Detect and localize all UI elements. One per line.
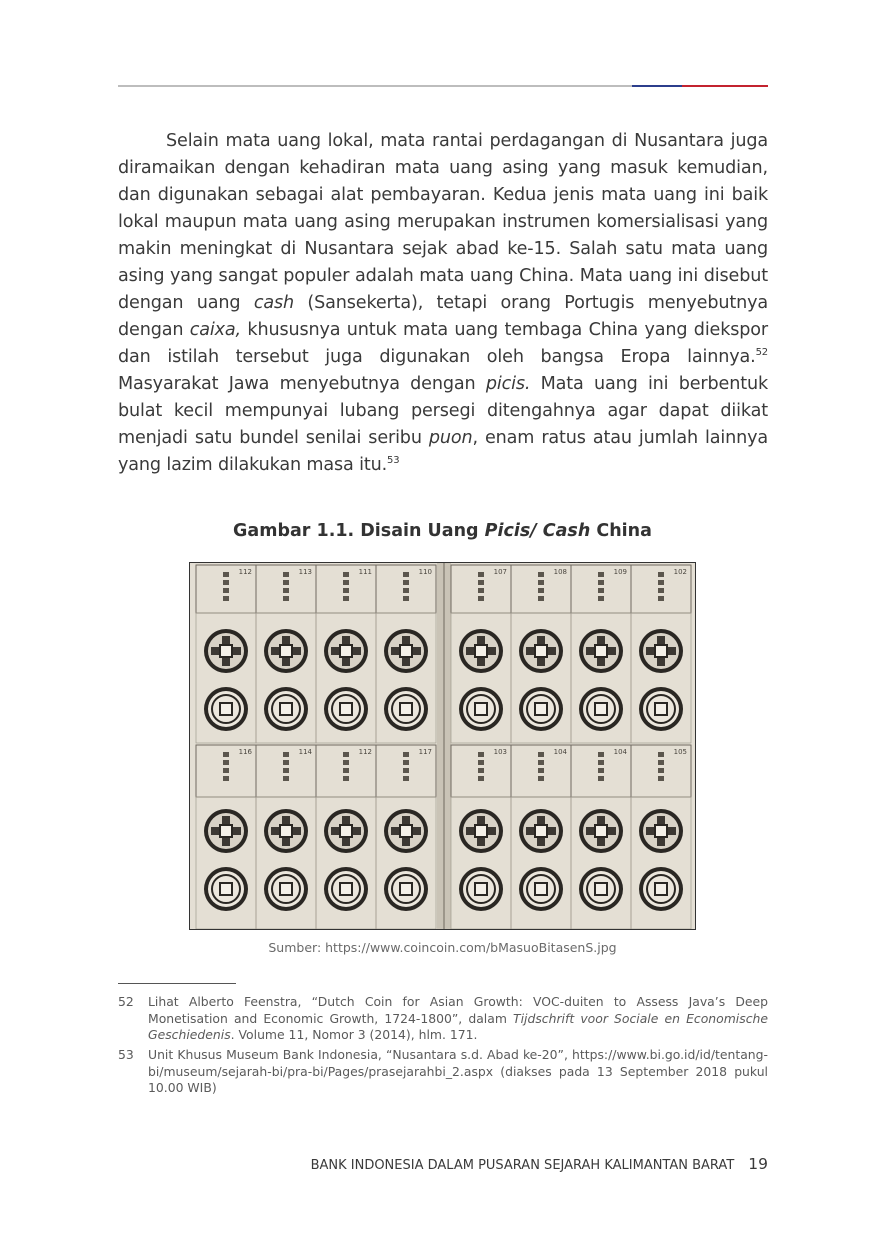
catalog-character-glyph [478, 752, 484, 757]
catalog-character-glyph [658, 768, 664, 773]
coin-square-hole [655, 883, 667, 895]
header-rule [118, 85, 632, 87]
coin-square-hole [475, 825, 487, 837]
catalog-character-glyph [658, 588, 664, 593]
coin-inscription-glyph [402, 816, 410, 824]
coin-inscription-glyph [548, 647, 556, 655]
catalog-character-glyph [658, 760, 664, 765]
catalog-cell-number: 107 [493, 568, 507, 576]
header-rule-blue-accent [632, 85, 682, 87]
coin-inscription-glyph [282, 816, 290, 824]
catalog-character-glyph [658, 596, 664, 601]
catalog-character-glyph [538, 760, 544, 765]
coin-square-hole [280, 883, 292, 895]
coin-inscription-glyph [537, 636, 545, 644]
coin-inscription-glyph [608, 827, 616, 835]
catalog-character-glyph [403, 572, 409, 577]
coin-inscription-glyph [413, 647, 421, 655]
catalog-character-glyph [223, 596, 229, 601]
coin-inscription-glyph [477, 838, 485, 846]
catalog-character-glyph [343, 768, 349, 773]
coin-square-hole [595, 825, 607, 837]
catalog-character-glyph [538, 776, 544, 781]
catalog-character-glyph [478, 776, 484, 781]
header-rule-red-accent [682, 85, 768, 87]
coin-inscription-glyph [391, 827, 399, 835]
catalog-character-glyph [223, 588, 229, 593]
coin-inscription-glyph [402, 658, 410, 666]
catalog-character-glyph [223, 752, 229, 757]
coin-square-hole [655, 703, 667, 715]
coin-square-hole [475, 883, 487, 895]
footnote-separator [118, 983, 236, 984]
catalog-character-glyph [403, 588, 409, 593]
catalog-cell-number: 102 [673, 568, 687, 576]
coin-catalog-illustration [190, 563, 696, 930]
coin-inscription-glyph [293, 827, 301, 835]
coin-inscription-glyph [282, 658, 290, 666]
catalog-character-glyph [223, 580, 229, 585]
coin-square-hole [340, 825, 352, 837]
coin-inscription-glyph [537, 816, 545, 824]
catalog-character-glyph [283, 776, 289, 781]
catalog-character-glyph [598, 580, 604, 585]
coin-inscription-glyph [353, 827, 361, 835]
coin-inscription-glyph [271, 827, 279, 835]
catalog-cell-number: 113 [298, 568, 312, 576]
catalog-cell-number: 116 [238, 748, 252, 756]
coin-square-hole [475, 645, 487, 657]
catalog-character-glyph [598, 596, 604, 601]
catalog-character-glyph [478, 580, 484, 585]
coin-square-hole [340, 645, 352, 657]
coin-square-hole [535, 825, 547, 837]
coin-square-hole [220, 645, 232, 657]
catalog-character-glyph [658, 752, 664, 757]
catalog-character-glyph [598, 768, 604, 773]
coin-inscription-glyph [597, 636, 605, 644]
coin-inscription-glyph [537, 838, 545, 846]
coin-inscription-glyph [548, 827, 556, 835]
footnote-text: Unit Khusus Museum Bank Indonesia, “Nusantara s.d. Abad ke-20”, https://www.bi.go.id/id/tentang-bi/museum/sejarah-bi/pra-bi/Pages/prasejarahbi_2.aspx (diakses pada 13 September 2018 pukul 10.00 WIB) [148, 1047, 768, 1095]
coin-inscription-glyph [331, 827, 339, 835]
catalog-character-glyph [658, 580, 664, 585]
catalog-cell-number: 112 [358, 748, 372, 756]
coin-inscription-glyph [537, 658, 545, 666]
coin-inscription-glyph [402, 838, 410, 846]
coin-square-hole [400, 703, 412, 715]
catalog-character-glyph [283, 596, 289, 601]
coin-inscription-glyph [331, 647, 339, 655]
figure-caption: Gambar 1.1. Disain Uang Picis/ Cash China [233, 521, 652, 541]
page-number: 19 [748, 1155, 768, 1173]
coin-square-hole [400, 825, 412, 837]
coin-square-hole [595, 883, 607, 895]
catalog-character-glyph [538, 752, 544, 757]
coin-inscription-glyph [526, 647, 534, 655]
catalog-cell-number: 111 [358, 568, 372, 576]
catalog-character-glyph [598, 588, 604, 593]
catalog-character-glyph [403, 752, 409, 757]
catalog-character-glyph [538, 588, 544, 593]
coin-inscription-glyph [282, 636, 290, 644]
catalog-character-glyph [658, 572, 664, 577]
coin-square-hole [220, 825, 232, 837]
coin-square-hole [280, 645, 292, 657]
catalog-cell-number: 114 [298, 748, 312, 756]
catalog-character-glyph [478, 768, 484, 773]
catalog-character-glyph [283, 752, 289, 757]
footnote-ref-52[interactable]: 52 [755, 347, 768, 359]
catalog-cell-number: 103 [493, 748, 507, 756]
coin-square-hole [400, 645, 412, 657]
coin-inscription-glyph [586, 827, 594, 835]
catalog-character-glyph [343, 776, 349, 781]
catalog-character-glyph [343, 580, 349, 585]
catalog-character-glyph [598, 776, 604, 781]
catalog-character-glyph [343, 588, 349, 593]
coin-square-hole [535, 645, 547, 657]
coin-inscription-glyph [646, 827, 654, 835]
catalog-character-glyph [598, 760, 604, 765]
coin-square-hole [595, 703, 607, 715]
catalog-character-glyph [223, 768, 229, 773]
coin-inscription-glyph [211, 647, 219, 655]
catalog-cell-number: 104 [553, 748, 567, 756]
coin-catalog-photo [189, 562, 696, 930]
catalog-character-glyph [343, 760, 349, 765]
coin-inscription-glyph [282, 838, 290, 846]
catalog-cell-number: 109 [613, 568, 627, 576]
coin-inscription-glyph [342, 816, 350, 824]
catalog-character-glyph [283, 588, 289, 593]
coin-inscription-glyph [233, 827, 241, 835]
catalog-character-glyph [223, 760, 229, 765]
coin-inscription-glyph [342, 838, 350, 846]
catalog-cell-number: 108 [553, 568, 567, 576]
coin-square-hole [340, 703, 352, 715]
coin-square-hole [655, 645, 667, 657]
catalog-character-glyph [538, 572, 544, 577]
catalog-cell-number: 104 [613, 748, 627, 756]
coin-square-hole [280, 703, 292, 715]
catalog-character-glyph [403, 760, 409, 765]
coin-inscription-glyph [466, 827, 474, 835]
catalog-character-glyph [403, 596, 409, 601]
coin-square-hole [220, 883, 232, 895]
coin-inscription-glyph [668, 827, 676, 835]
running-footer [118, 1155, 768, 1173]
catalog-character-glyph [403, 768, 409, 773]
catalog-cell-number: 112 [238, 568, 252, 576]
catalog-character-glyph [283, 572, 289, 577]
catalog-cell-number: 117 [418, 748, 432, 756]
coin-inscription-glyph [597, 658, 605, 666]
body-paragraph: Selain mata uang lokal, mata rantai perdagangan di Nusantara juga diramaikan dengan kehadiran mata uang asing yang masuk kemudian, dan digunakan sebagai alat pembayaran. Kedua jenis mata uang ini baik lokal maupun mata uang asing merupakan instrumen komersialisasi yang makin meningkat di Nusantara sejak abad ke-15. Salah satu mata uang asing yang sangat populer adalah mata uang China. Mata uang ini disebut dengan uang cash (Sansekerta), tetapi orang Portugis menyebutnya dengan caixa, khususnya untuk mata uang tembaga China yang diekspor dan istilah tersebut juga digunakan oleh bangsa Eropa lainnya.$^{52}$ Masyarakat Jawa menyebutnya dengan picis. Mata uang ini berbentuk bulat kecil mempunyai lubang persegi ditengahnya agar dapat diikat menjadi satu bundel senilai seribu puon, enam ratus atau jumlah lainnya yang lazim dilakukan masa itu.$^{53}$ [118, 131, 769, 475]
coin-inscription-glyph [657, 838, 665, 846]
coin-inscription-glyph [222, 838, 230, 846]
coin-inscription-glyph [211, 827, 219, 835]
catalog-cell-number: 105 [673, 748, 687, 756]
catalog-character-glyph [538, 596, 544, 601]
footnote-number: 52 [118, 994, 134, 1009]
coin-square-hole [340, 883, 352, 895]
coin-square-hole [535, 703, 547, 715]
coin-square-hole [475, 703, 487, 715]
catalog-character-glyph [283, 760, 289, 765]
coin-inscription-glyph [466, 647, 474, 655]
coin-inscription-glyph [657, 636, 665, 644]
catalog-character-glyph [598, 572, 604, 577]
coin-inscription-glyph [657, 658, 665, 666]
catalog-character-glyph [283, 768, 289, 773]
catalog-character-glyph [538, 768, 544, 773]
coin-inscription-glyph [597, 816, 605, 824]
coin-square-hole [400, 883, 412, 895]
coin-inscription-glyph [657, 816, 665, 824]
coin-inscription-glyph [233, 647, 241, 655]
coin-inscription-glyph [477, 636, 485, 644]
catalog-character-glyph [538, 580, 544, 585]
catalog-character-glyph [223, 572, 229, 577]
coin-inscription-glyph [668, 647, 676, 655]
coin-inscription-glyph [402, 636, 410, 644]
coin-inscription-glyph [413, 827, 421, 835]
coin-inscription-glyph [488, 647, 496, 655]
coin-inscription-glyph [526, 827, 534, 835]
footnote-ref-53[interactable]: 53 [387, 455, 400, 467]
coin-inscription-glyph [353, 647, 361, 655]
coin-inscription-glyph [391, 647, 399, 655]
catalog-cell-number: 110 [418, 568, 432, 576]
catalog-character-glyph [478, 572, 484, 577]
coin-square-hole [535, 883, 547, 895]
running-title: BANK INDONESIA DALAM PUSARAN SEJARAH KALIMANTAN BARAT [310, 1158, 735, 1173]
coin-inscription-glyph [477, 816, 485, 824]
coin-inscription-glyph [222, 636, 230, 644]
coin-inscription-glyph [342, 636, 350, 644]
coin-square-hole [595, 645, 607, 657]
coin-inscription-glyph [222, 658, 230, 666]
coin-square-hole [220, 703, 232, 715]
catalog-character-glyph [283, 580, 289, 585]
footnote-53 [118, 1047, 768, 1097]
coin-square-hole [280, 825, 292, 837]
catalog-character-glyph [478, 588, 484, 593]
footnote-52 [118, 994, 768, 1044]
catalog-character-glyph [403, 776, 409, 781]
figure-source: Sumber: https://www.coincoin.com/bMasuoBitasenS.jpg [268, 940, 617, 955]
catalog-character-glyph [343, 752, 349, 757]
footnote-text: Lihat Alberto Feenstra, “Dutch Coin for Asian Growth: VOC-duiten to Assess Java’s Deep Monetisation and Economic Growth, 1724-1800”, dalam Tijdschrift voor Sociale en Economische Geschiedenis. Volume 11, Nomor 3 (2014), hlm. 171. [148, 994, 768, 1042]
catalog-character-glyph [478, 760, 484, 765]
catalog-character-glyph [223, 776, 229, 781]
coin-square-hole [655, 825, 667, 837]
coin-inscription-glyph [293, 647, 301, 655]
coin-inscription-glyph [646, 647, 654, 655]
coin-inscription-glyph [222, 816, 230, 824]
coin-inscription-glyph [342, 658, 350, 666]
coin-inscription-glyph [608, 647, 616, 655]
catalog-character-glyph [658, 776, 664, 781]
coin-inscription-glyph [488, 827, 496, 835]
catalog-character-glyph [598, 752, 604, 757]
catalog-character-glyph [478, 596, 484, 601]
catalog-character-glyph [403, 580, 409, 585]
catalog-character-glyph [343, 596, 349, 601]
coin-inscription-glyph [477, 658, 485, 666]
footnote-number: 53 [118, 1047, 134, 1062]
coin-inscription-glyph [586, 647, 594, 655]
catalog-character-glyph [343, 572, 349, 577]
coin-inscription-glyph [597, 838, 605, 846]
coin-inscription-glyph [271, 647, 279, 655]
